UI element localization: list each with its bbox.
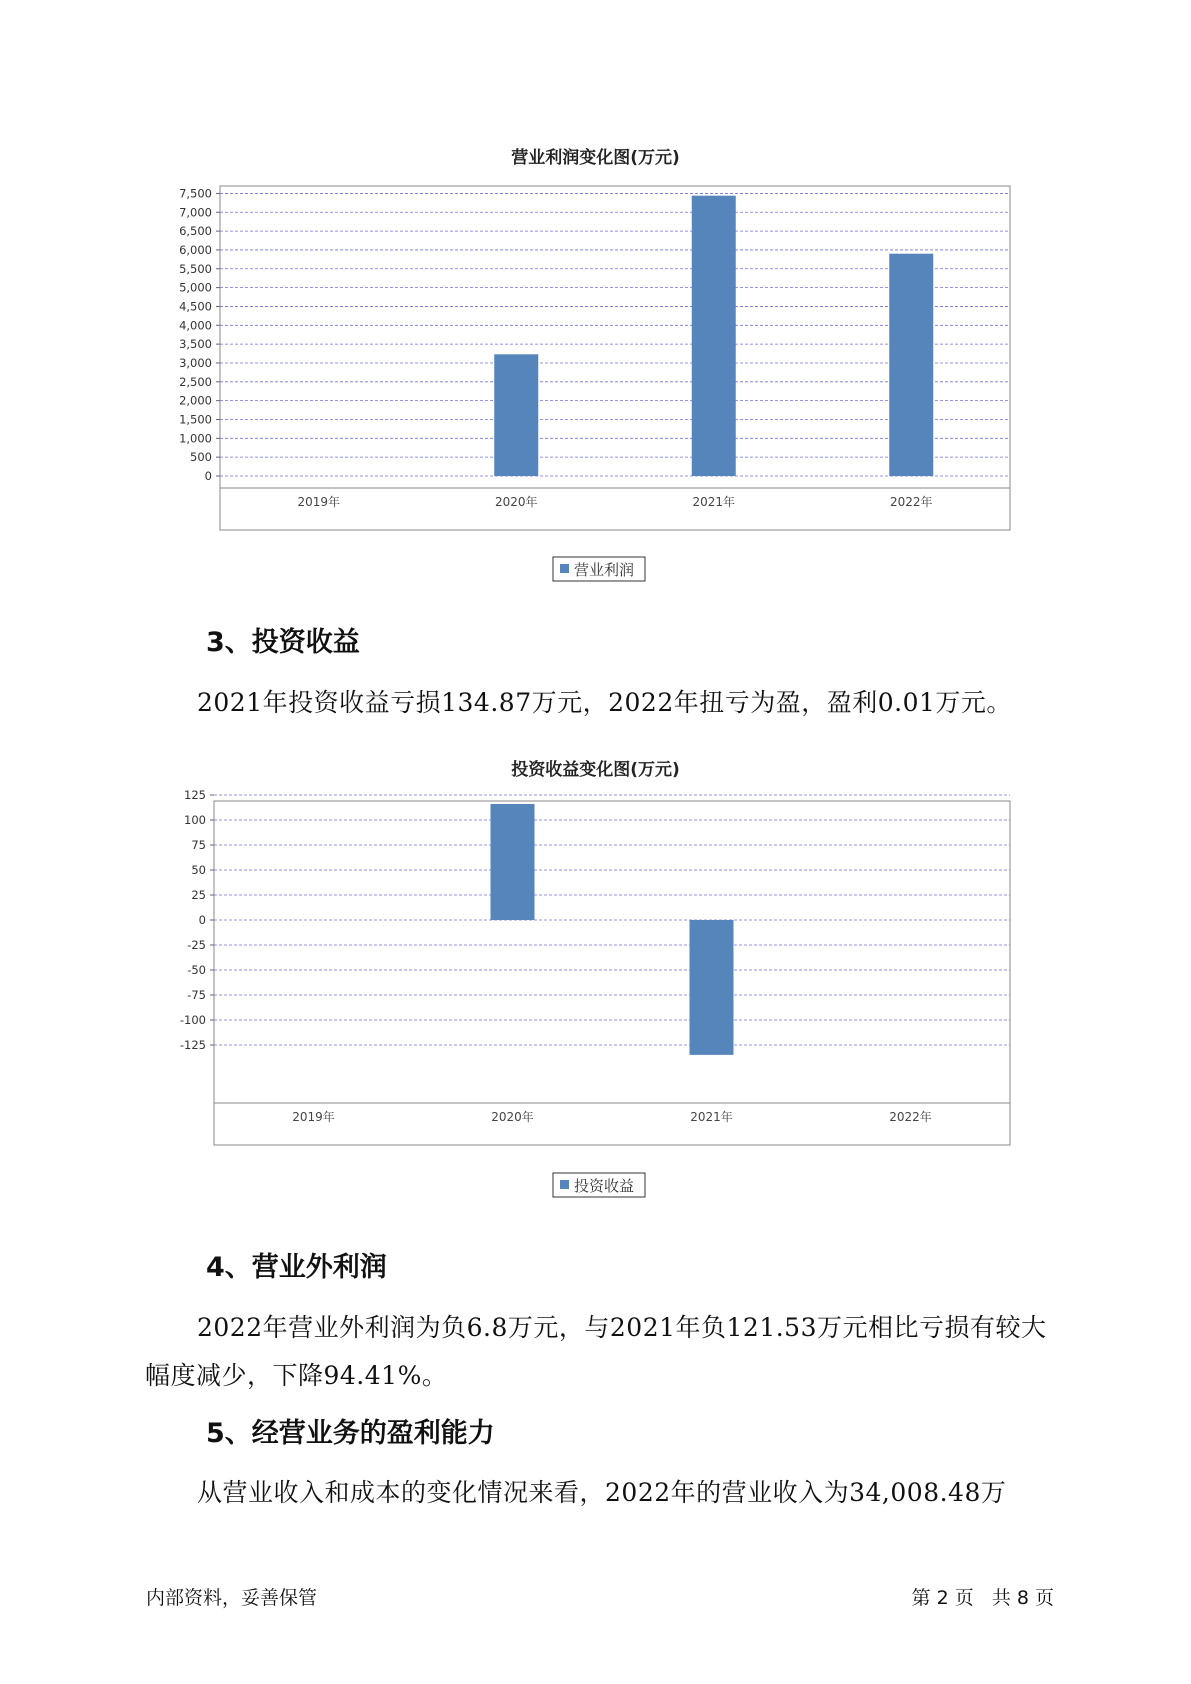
chart1-y-tick-label: 7,000: [179, 205, 212, 220]
chart2-y-tick-label: 100: [184, 813, 206, 827]
chart2-y-tick-label: 75: [191, 838, 206, 852]
chart1-bar-4: [889, 254, 933, 476]
chart1-bar-3: [692, 196, 736, 476]
chart2-title: 投资收益变化图(万元): [511, 760, 680, 780]
chart1-y-tick-label: 2,000: [179, 393, 212, 408]
chart2-bar-2: [491, 804, 535, 920]
chart1-x-tick-label: 2019年: [297, 495, 341, 509]
chart2-x-tick-label: 2020年: [491, 1110, 534, 1124]
investment-income-chart: [0, 785, 1191, 1210]
chart1-y-tick-label: 4,000: [179, 318, 212, 333]
chart2-y-tick-label: -100: [179, 1013, 206, 1027]
chart1-y-tick-label: 5,500: [179, 261, 212, 276]
chart2-y-tick-label: 50: [191, 863, 206, 877]
section-5-heading: 5、经营业务的盈利能力: [206, 1418, 495, 1449]
section-5-paragraph: 从营业收入和成本的变化情况来看，2022年的营业收入为34,008.48万: [197, 1478, 1007, 1507]
chart1-y-tick-label: 3,500: [179, 337, 212, 352]
chart2-x-tick-label: 2021年: [690, 1110, 733, 1124]
chart2-legend: [553, 1173, 645, 1197]
chart1-y-tick-label: 1,000: [179, 431, 212, 446]
chart2-y-tick-label: -125: [179, 1038, 206, 1052]
chart1-legend: [553, 557, 645, 581]
chart1-y-tick-label: 6,500: [179, 224, 212, 239]
chart1-y-tick-label: 3,000: [179, 355, 212, 370]
chart2-y-tick-label: 0: [198, 913, 206, 927]
chart2-bar-3: [690, 920, 734, 1055]
section-4-paragraph: 2022年营业外利润为负6.8万元，与2021年负121.53万元相比亏损有较大幅度减少，下降94.41%。: [145, 1313, 1047, 1390]
section-4-heading: 4、营业外利润: [206, 1252, 387, 1283]
chart1-x-tick-label: 2020年: [494, 495, 538, 509]
footer-confidential: 内部资料，妥善保管: [146, 1587, 318, 1609]
chart2-y-tick-label: -25: [187, 938, 206, 952]
chart1-y-tick-label: 6,000: [179, 242, 212, 257]
operating-profit-chart: [0, 170, 1191, 600]
chart1-x-tick-label: 2022年: [889, 495, 933, 509]
chart2-plot-frame: [214, 801, 1010, 1145]
chart1-y-tick-label: 5,000: [179, 280, 212, 295]
chart2-x-tick-label: 2019年: [292, 1110, 335, 1124]
chart1-y-tick-label: 1,500: [179, 412, 212, 427]
chart1-y-tick-label: 2,500: [179, 374, 212, 389]
chart1-y-tick-label: 0: [204, 469, 212, 483]
chart2-y-tick-label: -50: [187, 963, 206, 977]
chart2-legend-label: 投资收益: [574, 1177, 635, 1195]
chart2-x-tick-label: 2022年: [889, 1110, 932, 1124]
chart2-y-tick-label: 25: [191, 888, 206, 902]
section-3-paragraph: 2021年投资收益亏损134.87万元，2022年扭亏为盈，盈利0.01万元。: [197, 688, 1012, 717]
chart1-y-tick-label: 500: [190, 450, 212, 465]
chart1-x-tick-label: 2021年: [692, 495, 736, 509]
chart1-y-tick-label: 4,500: [179, 299, 212, 314]
footer-page-number: 第 2 页 共 8 页: [911, 1587, 1054, 1609]
chart2-y-tick-label: 125: [184, 788, 206, 802]
chart1-bar-2: [494, 354, 538, 476]
section-3-heading: 3、投资收益: [206, 627, 360, 658]
chart1-y-tick-label: 7,500: [179, 186, 212, 201]
chart1-title: 营业利润变化图(万元): [511, 148, 680, 168]
chart2-y-tick-label: -75: [187, 988, 206, 1002]
chart1-legend-label: 营业利润: [574, 561, 635, 579]
